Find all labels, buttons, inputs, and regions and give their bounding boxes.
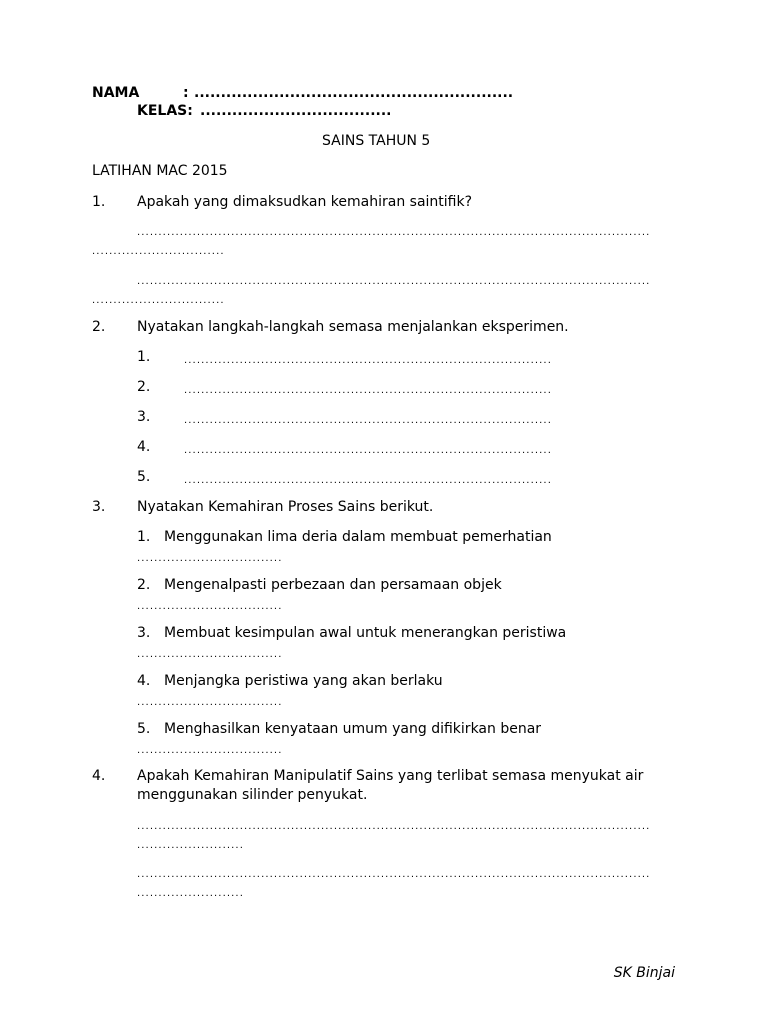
q2-item-answer[interactable]: ...................................................................................... — [184, 415, 552, 426]
q3-item-number: 2. — [137, 577, 151, 593]
q2-item-answer[interactable]: ...................................................................................... — [184, 385, 552, 396]
q3-item-text: Menggunakan lima deria dalam membuat pemerhatian — [164, 529, 552, 545]
q1-answer-line-1b[interactable]: ............................... — [92, 246, 225, 257]
q4-number: 4. — [92, 768, 106, 784]
q3-item-text: Membuat kesimpulan awal untuk menerangkan peristiwa — [164, 625, 567, 641]
exercise-title: LATIHAN MAC 2015 — [92, 163, 228, 179]
q4-answer-line-1b[interactable]: ......................... — [137, 840, 244, 851]
q4-text-line-1: Apakah Kemahiran Manipulatif Sains yang terlibat semasa menyukat air — [137, 768, 644, 784]
q3-item-text: Menjangka peristiwa yang akan berlaku — [164, 673, 443, 689]
q3-item-text: Mengenalpasti perbezaan dan persamaan objek — [164, 577, 502, 593]
q2-number: 2. — [92, 319, 106, 335]
kelas-field[interactable]: .................................... — [200, 103, 392, 119]
q3-item-answer[interactable]: .................................. — [137, 745, 283, 756]
q3-item-answer[interactable]: .................................. — [137, 697, 283, 708]
nama-field[interactable]: ............................................................ — [194, 85, 514, 101]
q2-item-answer[interactable]: ...................................................................................... — [184, 475, 552, 486]
q4-answer-line-1a[interactable]: ........................................................................................................................ — [137, 821, 651, 832]
q2-item-number: 2. — [137, 379, 151, 395]
q2-item-answer[interactable]: ...................................................................................... — [184, 355, 552, 366]
nama-label: NAMA — [92, 85, 140, 101]
subject-title: SAINS TAHUN 5 — [322, 133, 431, 149]
q3-number: 3. — [92, 499, 106, 515]
q3-item-answer[interactable]: .................................. — [137, 649, 283, 660]
q2-item-answer[interactable]: ...................................................................................... — [184, 445, 552, 456]
q3-item-number: 4. — [137, 673, 151, 689]
q3-item-number: 3. — [137, 625, 151, 641]
q3-text: Nyatakan Kemahiran Proses Sains berikut. — [137, 499, 434, 515]
q3-item-text: Menghasilkan kenyataan umum yang difikirkan benar — [164, 721, 542, 737]
q3-item-number: 5. — [137, 721, 151, 737]
q4-answer-line-2b[interactable]: ......................... — [137, 888, 244, 899]
q1-answer-line-2a[interactable]: ........................................................................................................................ — [137, 276, 651, 287]
q4-answer-line-2a[interactable]: ........................................................................................................................ — [137, 869, 651, 880]
q3-item-number: 1. — [137, 529, 151, 545]
q2-item-number: 4. — [137, 439, 151, 455]
q1-number: 1. — [92, 194, 106, 210]
q4-text-line-2: menggunakan silinder penyukat. — [137, 787, 368, 803]
q3-item-answer[interactable]: .................................. — [137, 601, 283, 612]
q2-text: Nyatakan langkah-langkah semasa menjalankan eksperimen. — [137, 319, 569, 335]
q1-text: Apakah yang dimaksudkan kemahiran saintifik? — [137, 194, 473, 210]
q1-answer-line-2b[interactable]: ............................... — [92, 295, 225, 306]
q2-item-number: 5. — [137, 469, 151, 485]
q2-item-number: 1. — [137, 349, 151, 365]
q3-item-answer[interactable]: .................................. — [137, 553, 283, 564]
kelas-label: KELAS: — [137, 103, 193, 119]
nama-colon: : — [183, 85, 189, 101]
q2-item-number: 3. — [137, 409, 151, 425]
q1-answer-line-1a[interactable]: ........................................................................................................................ — [137, 227, 651, 238]
footer-school-name: SK Binjai — [613, 965, 675, 981]
